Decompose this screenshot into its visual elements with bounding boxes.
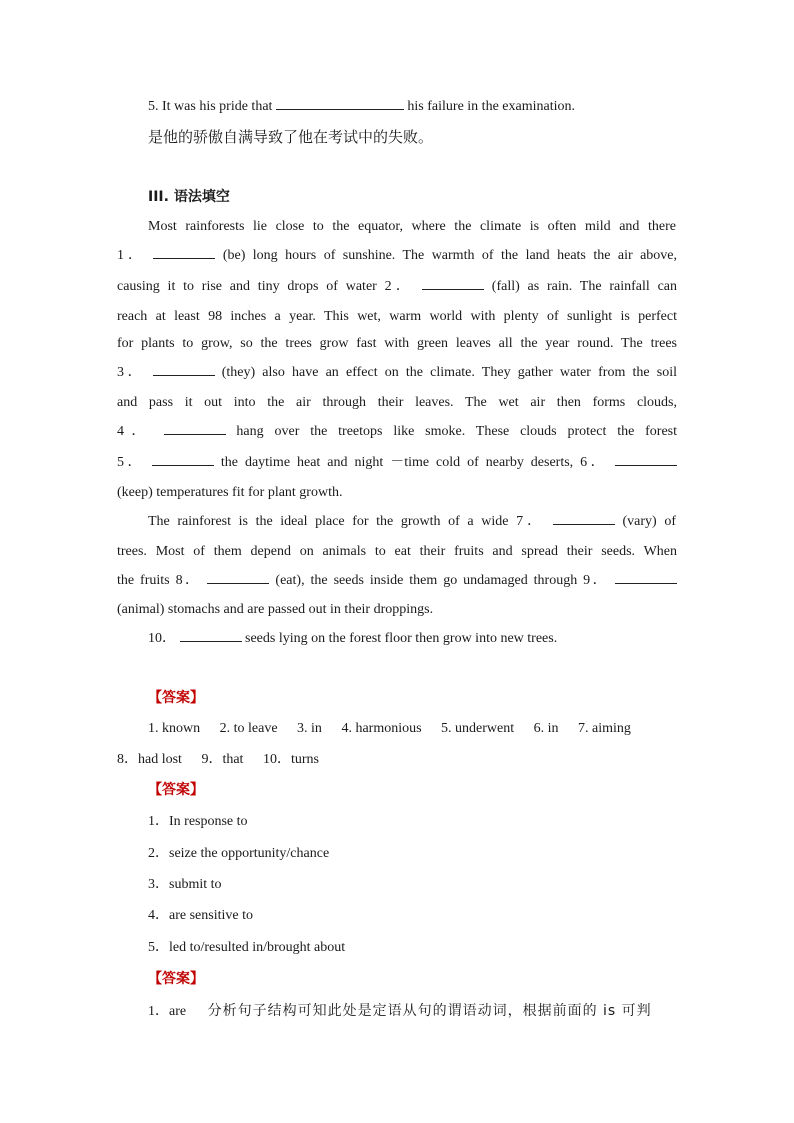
passage-line: and pass it out into the air through their leaves. The wet air then forms clouds, [117,395,677,410]
answer-item: 2．seize the opportunity/chance [148,846,330,861]
answer-label: 【答案】 [148,690,204,706]
answer-item: 9．that [201,752,244,767]
line-text: (fall) as rain. The rainfall can [491,279,677,294]
item5-prefix: 5. It was his pride that [148,99,273,114]
answer-item: 6. in [533,721,559,736]
answer-item: 3. in [297,721,322,736]
blank-number: 10． [148,631,176,646]
answer-item: 10．turns [262,752,319,767]
answer-blank[interactable] [164,422,226,435]
passage-line: trees. Most of them depend on animals to eat their fruits and spread their seeds. When [117,544,677,559]
answer-item: 8．had lost [117,752,182,767]
passage-line: for plants to grow, so the trees grow fast with green leaves all the year round. The trees [117,336,677,351]
passage-line: (animal) stomachs and are passed out in their droppings. [117,602,434,617]
answer-item: 4. harmonious [341,721,422,736]
answer-item: 1．are [148,1004,187,1019]
answer-row [117,750,677,770]
passage-line [117,246,677,266]
line-text: (eat), the seeds inside them go undamaged through 9． [275,573,610,588]
item5-suffix: his failure in the examination. [407,99,575,114]
passage-line [148,629,708,649]
line-text: (they) also have an effect on the climate. They gather water from the soil [221,365,678,380]
answer-blank[interactable] [422,277,484,290]
answer-blank[interactable] [153,246,215,259]
answer-item: 7. aiming [578,721,631,736]
passage-line [148,512,676,532]
answer-blank[interactable] [615,453,677,466]
passage-line: Most rainforests lie close to the equator, where the climate is often mild and there [148,219,676,234]
line-text: the daytime heat and night －time cold of nearby deserts, 6． [220,455,609,470]
line-text: seeds lying on the forest floor then grow into new trees. [245,631,558,646]
passage-line [117,453,677,473]
answer-blank[interactable] [152,453,214,466]
blank-number: 3． [117,365,146,380]
answer-row [148,719,708,739]
item5-chinese: 是他的骄傲自满导致了他在考试中的失败。 [148,128,434,146]
answer-blank[interactable] [276,97,404,110]
sentence-item-5 [148,97,708,117]
answer-blank[interactable] [180,629,242,642]
line-text: (be) long hours of sunshine. The warmth of the land heats the air above, [222,248,678,263]
answer-label: 【答案】 [148,782,204,798]
line-text: causing it to rise and tiny drops of water 2． [117,279,415,294]
answer-label: 【答案】 [148,971,204,987]
answer-explanation [148,1001,676,1022]
answer-blank[interactable] [553,512,615,525]
passage-line: (keep) temperatures fit for plant growth. [117,485,343,500]
line-text: hang over the treetops like smoke. These clouds protect the forest [236,424,678,439]
answer-item: 4．are sensitive to [148,908,253,923]
answer-blank[interactable] [153,363,215,376]
answer-blank[interactable] [207,571,269,584]
line-text: the fruits 8． [117,573,202,588]
answer-blank[interactable] [615,571,677,584]
passage-line [117,277,677,297]
passage-line [117,571,677,591]
passage-line: reach at least 98 inches a year. This wet, warm world with plenty of sunlight is perfect [117,309,677,324]
answer-item: 5. underwent [441,721,515,736]
blank-number: 5． [117,455,145,470]
line-text: The rainforest is the ideal place for the growth of a wide 7． [148,514,546,529]
explanation-text: 分析句子结构可知此处是定语从句的谓语动词，根据前面的 is 可判 [207,1003,652,1019]
answer-item: 2. to leave [219,721,278,736]
answer-item: 1．In response to [148,814,248,829]
answer-item: 1. known [148,721,201,736]
section-heading: III. 语法填空 [148,189,230,205]
passage-line [117,363,677,383]
blank-number: 4． [117,424,153,439]
passage-line [117,422,677,442]
answer-item: 3．submit to [148,877,222,892]
answer-item: 5．led to/resulted in/brought about [148,940,346,955]
line-text: (vary) of [622,514,676,529]
blank-number: 1． [117,248,146,263]
